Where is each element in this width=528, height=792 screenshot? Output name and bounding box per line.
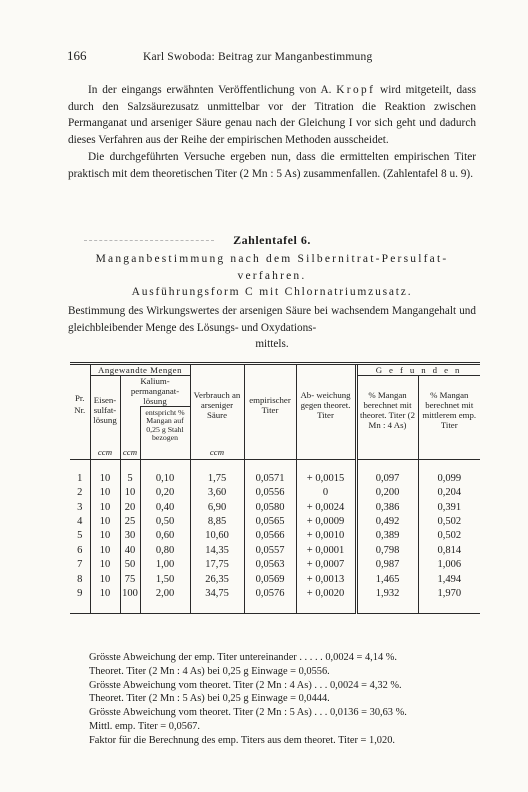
cell-verb: 17,75 [190,558,244,572]
unit-eisen: ccm [90,445,120,460]
table-row [70,558,480,572]
cell-titer: 0,0580 [244,500,296,514]
paragraph-1 [68,82,476,149]
col-header-kalium: Kalium- permanganat- lösung [120,376,190,407]
note-line: Mittl. emp. Titer = 0,0567. [89,720,200,732]
col-header-eisen: Eisen- sulfat- lösung [90,376,120,445]
cell-ber: 0,987 [356,558,418,572]
table-row [70,486,480,500]
cell-mn: 0,60 [140,529,190,543]
cell-kal: 10 [120,486,140,500]
cell-ber: 0,386 [356,500,418,514]
group-header-gefunden: G e f u n d e n [356,364,480,376]
unit-mangan [140,445,190,460]
cell-mn: 0,10 [140,459,190,486]
table-description-a: Bestimmung des Wirkungswertes der arsenigen Säure bei wachsendem Mangangehalt und gleichbleibender Menge des Lösungs- und Oxydations- [68,305,476,334]
cell-mn: 1,00 [140,558,190,572]
table-row [70,459,480,486]
cell-kal: 5 [120,459,140,486]
col-header-berechnet-theoret: % Mangan berechnet mit theoret. Titer (2 Mn : 4 As) [356,376,418,445]
cell-ber: 1,932 [356,587,418,614]
running-title: Karl Swoboda: Beitrag zur Manganbestimmung [143,51,373,63]
data-table [70,362,480,614]
table-subtitle-variant: Ausführungsform C mit Chlornatriumzusatz. [131,286,413,298]
cell-titer: 0,0566 [244,529,296,543]
table-row [70,544,480,558]
table-row [70,500,480,514]
cell-titer: 0,0576 [244,587,296,614]
note-line: Grösste Abweichung vom theoret. Titer (2 Mn : 4 As) . . . 0,0024 = 4,32 %. [89,679,402,691]
table-row [70,587,480,614]
cell-mn: 2,00 [140,587,190,614]
cell-mit: 0,099 [418,459,480,486]
cell-titer: 0,0565 [244,515,296,529]
cell-eisen: 10 [90,486,120,500]
cell-mit: 1,970 [418,587,480,614]
col-header-berechnet-mittel: % Mangan berechnet mit mittlerem emp. Titer [418,376,480,445]
cell-ber: 0,200 [356,486,418,500]
cell-abw: + 0,0015 [296,459,356,486]
unit-pr [70,445,90,460]
cell-nr: 8 [77,573,83,585]
col-header-kalium-ccm-spacer [120,407,140,445]
cell-nr: 4 [77,515,83,527]
unit-verbrauch: ccm [190,445,244,460]
cell-mit: 0,391 [418,500,480,514]
table-title-text: Zahlentafel 6. [233,233,311,247]
cell-nr: 7 [77,559,83,571]
cell-nr: 2 [77,487,83,499]
table-header-row-1 [70,364,480,376]
cell-eisen: 10 [90,500,120,514]
cell-verb: 34,75 [190,587,244,614]
note-line: Grösste Abweichung vom theoret. Titer (2 Mn : 5 As) . . . 0,0136 = 30,63 %. [89,707,407,719]
cell-mit: 0,502 [418,529,480,543]
cell-eisen: 10 [90,587,120,614]
note-line: Grösste Abweichung der emp. Titer untereinander . . . . . 0,0024 = 4,14 %. [89,652,398,663]
cell-kal: 50 [120,558,140,572]
table-row [70,529,480,543]
paragraph-2: Die durchgeführten Versuche ergeben nun, dass die ermittelten empirischen Titer praktisch mit dem theoretischen Titer (2 Mn : 5 As) zusammenfallen. (Zahlentafel 8 u. 9). [68,150,476,180]
cell-nr: 3 [77,501,83,513]
unit-titer [244,445,296,460]
body-text [68,82,476,182]
cell-kal: 30 [120,529,140,543]
cell-kal: 40 [120,544,140,558]
table-description [68,303,476,353]
group-header-angewandte: Angewandte Mengen [90,364,190,376]
cell-eisen: 10 [90,529,120,543]
paragraph-1-end: wird mitgeteilt, dass durch den Salzsäurezusatz unmittelbar vor der Titration die Reaktion zwischen Permanganat und arseniger Säure genau nach der Gleichung I vor sich geht und dadurch dieses Verfahren aus der Reihe der empirischen Methoden ausscheidet. [68,84,476,147]
author-name: Kropf [336,84,376,96]
cell-mn: 1,50 [140,572,190,586]
cell-ber: 0,389 [356,529,418,543]
cell-titer: 0,0557 [244,544,296,558]
unit-ber [356,445,418,460]
cell-verb: 10,60 [190,529,244,543]
cell-titer: 0,0563 [244,558,296,572]
cell-eisen: 10 [90,572,120,586]
cell-nr: 9 [77,587,83,599]
cell-mn: 0,50 [140,515,190,529]
cell-mit: 0,502 [418,515,480,529]
cell-verb: 8,85 [190,515,244,529]
cell-abw: + 0,0001 [296,544,356,558]
col-header-abweichung: Ab- weichung gegen theoret. Titer [296,364,356,445]
cell-mn: 0,20 [140,486,190,500]
note-line: Theoret. Titer (2 Mn : 5 As) bei 0,25 g Einwage = 0,0444. [89,693,330,705]
table-notes [89,651,485,748]
cell-verb: 26,35 [190,572,244,586]
unit-kalium: ccm [120,445,140,460]
cell-verb: 1,75 [190,459,244,486]
cell-verb: 14,35 [190,544,244,558]
table-description-b: mittels. [255,338,289,350]
table-unit-row [70,445,480,460]
cell-eisen: 10 [90,544,120,558]
cell-mit: 0,204 [418,486,480,500]
cell-mn: 0,80 [140,544,190,558]
cell-nr: 6 [77,544,83,556]
cell-abw: + 0,0024 [296,500,356,514]
decorative-dashes [84,240,214,241]
cell-titer: 0,0569 [244,572,296,586]
unit-mit [418,445,480,460]
cell-kal: 100 [120,587,140,614]
cell-abw: + 0,0007 [296,558,356,572]
cell-mn: 0,40 [140,500,190,514]
cell-verb: 3,60 [190,486,244,500]
cell-abw: 0 [296,486,356,500]
cell-abw: + 0,0010 [296,529,356,543]
paragraph-1-start: In der eingangs erwähnten Veröffentlichung von A. [88,84,337,96]
cell-mit: 1,006 [418,558,480,572]
col-header-entspricht: entspricht % Mangan auf 0,25 g Stahl bezogen [140,407,190,445]
note-line: Theoret. Titer (2 Mn : 4 As) bei 0,25 g Einwage = 0,0556. [89,665,330,677]
cell-abw: + 0,0009 [296,515,356,529]
cell-titer: 0,0571 [244,459,296,486]
table-subtitle-method: Manganbestimmung nach dem Silbernitrat-Persulfat-verfahren. [95,253,449,282]
table-row [70,515,480,529]
cell-abw: + 0,0013 [296,572,356,586]
cell-nr: 1 [77,472,83,484]
cell-mit: 1,494 [418,572,480,586]
note-line: Faktor für die Berechnung des emp. Titers aus dem theoret. Titer = 1,020. [89,734,395,746]
cell-kal: 75 [120,572,140,586]
cell-abw: + 0,0020 [296,587,356,614]
cell-kal: 25 [120,515,140,529]
cell-eisen: 10 [90,515,120,529]
cell-eisen: 10 [90,558,120,572]
cell-nr: 5 [77,530,83,542]
unit-abw [296,445,356,460]
cell-eisen: 10 [90,459,120,486]
page-number: 166 [67,48,87,63]
cell-ber: 0,798 [356,544,418,558]
col-header-pr-nr: Pr. Nr. [70,364,90,445]
cell-verb: 6,90 [190,500,244,514]
cell-ber: 0,097 [356,459,418,486]
cell-mit: 0,814 [418,544,480,558]
cell-titer: 0,0556 [244,486,296,500]
col-header-emp-titer: empirischer Titer [244,364,296,445]
col-header-verbrauch: Verbrauch an arseniger Säure [190,364,244,445]
cell-ber: 1,465 [356,572,418,586]
cell-kal: 20 [120,500,140,514]
cell-ber: 0,492 [356,515,418,529]
table-row [70,572,480,586]
table-title [68,233,476,248]
